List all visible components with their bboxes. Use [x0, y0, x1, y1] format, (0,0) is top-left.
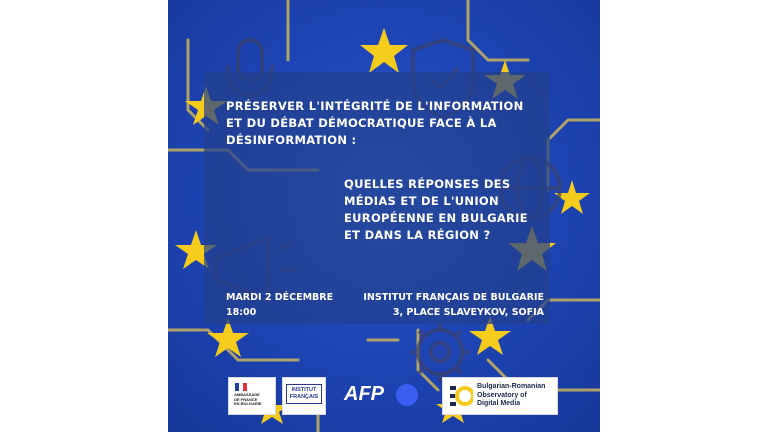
borom-line: Observatory of: [477, 391, 527, 399]
afp-wordmark: AFP: [344, 383, 384, 405]
event-date: MARDI 2 DÉCEMBRE: [226, 292, 334, 303]
event-subtitle: [344, 176, 554, 244]
subtitle-line: EUROPÉENNE EN BULGARIE: [344, 211, 528, 225]
embassy-line: AMBASSADE: [234, 392, 260, 397]
title-line: ET DU DÉBAT DÉMOCRATIQUE FACE À LA: [226, 116, 497, 130]
borom-line: Bulgarian-Romanian: [477, 383, 546, 390]
event-time: 18:00: [226, 307, 257, 318]
partner-logos: [228, 377, 558, 415]
afp-logo: [344, 381, 424, 411]
institut-line: INSTITUT: [291, 387, 317, 393]
subtitle-line: QUELLES RÉPONSES DES: [344, 177, 511, 191]
event-date-block: [226, 290, 333, 320]
subtitle-line: MÉDIAS ET DE L'UNION: [344, 194, 499, 208]
venue-address: 3, PLACE SLAVEYKOV, SOFIA: [392, 307, 544, 318]
eu-star: [360, 28, 408, 73]
title-line: DÉSINFORMATION :: [226, 133, 357, 147]
venue-name: INSTITUT FRANÇAIS DE BULGARIE: [363, 292, 544, 303]
borom-mark-icon: [449, 384, 473, 408]
afp-dot-icon: [396, 384, 418, 406]
embassy-line: DE FRANCE: [234, 396, 258, 402]
title-line: PRÉSERVER L'INTÉGRITÉ DE L'INFORMATION: [226, 99, 524, 113]
institut-line: FRANÇAIS: [289, 394, 319, 400]
embassy-line: EN BULGARIE: [234, 401, 262, 406]
event-poster: [168, 0, 600, 432]
gear-icon: [410, 322, 470, 382]
institut-francais-logo: [282, 377, 326, 415]
embassy-logo: [228, 377, 276, 415]
borom-logo: [442, 377, 558, 415]
event-venue-block: [363, 290, 544, 320]
french-flag-icon: [235, 383, 247, 391]
subtitle-line: ET DANS LA RÉGION ?: [344, 228, 491, 242]
borom-line: Digital Media: [477, 400, 521, 407]
event-title: [226, 98, 546, 149]
